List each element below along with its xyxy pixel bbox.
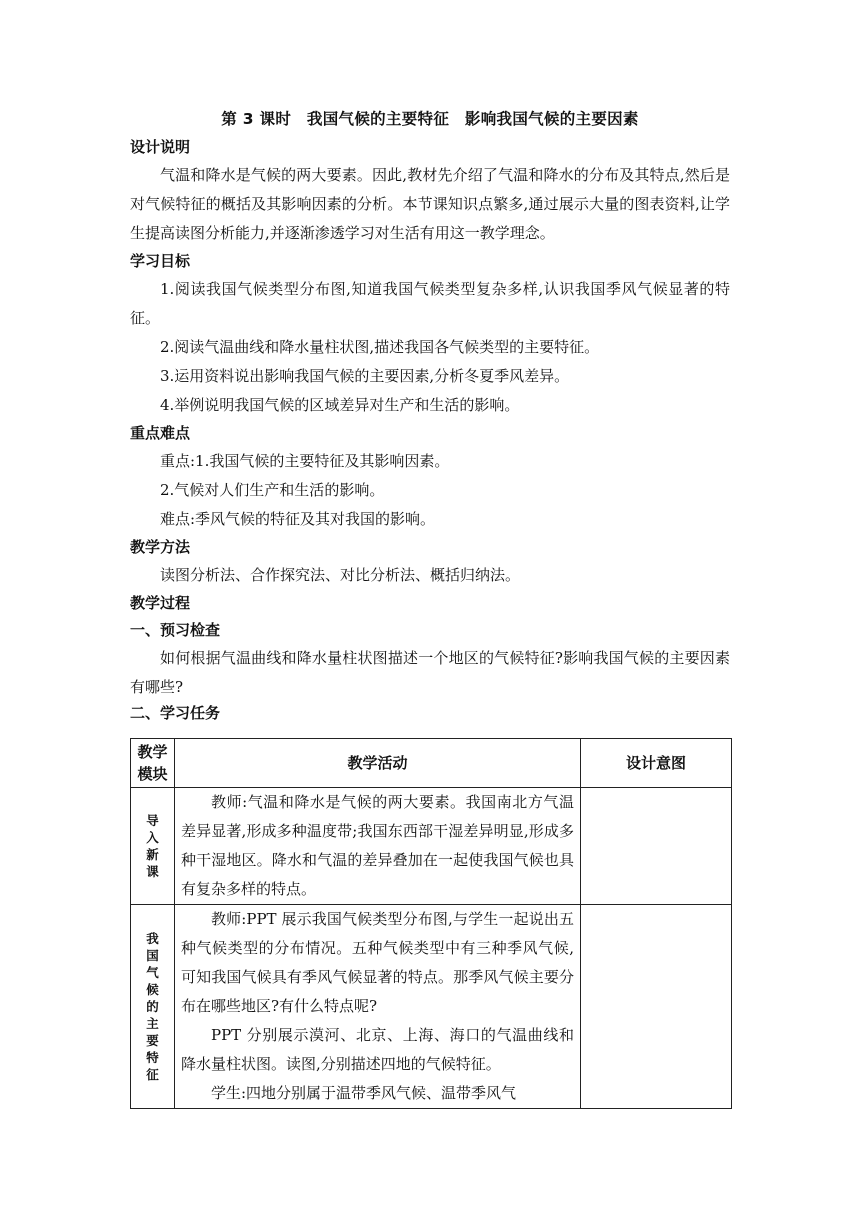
tasks-heading: 二、学习任务 [130,704,221,722]
preview-text: 如何根据气温曲线和降水量柱状图描述一个地区的气候特征?影响我国气候的主要因素有哪些? [130,649,730,696]
document-body [130,134,730,724]
module-cell: 我国气候的主要特征 [131,905,175,1109]
header-intent: 设计意图 [581,739,732,788]
key-heading: 重点难点 [130,424,191,442]
table-row [131,905,732,1109]
process-heading: 教学过程 [130,594,191,612]
header-activity: 教学活动 [175,739,581,788]
table-header-row [131,739,732,788]
activity-paragraph: 教师:气温和降水是气候的两大要素。我国南北方气温差异显著,形成多种温度带;我国东西部干湿差异明显,形成多种干湿地区。降水和气温的差异叠加在一起使我国气候也具有复杂多样的特点。 [181,793,574,898]
intent-cell [581,788,732,905]
learning-task-table [130,738,732,1109]
activity-cell [175,905,581,1109]
table-row [131,788,732,905]
method-heading: 教学方法 [130,538,191,556]
page-title: 第 3 课时 我国气候的主要特征 影响我国气候的主要因素 [221,110,639,128]
design-text: 气温和降水是气候的两大要素。因此,教材先介绍了气温和降水的分布及其特点,然后是对气候特征的概括及其影响因素的分析。本节课知识点繁多,通过展示大量的图表资料,让学生提高读图分析能力,并逐渐渗透学习对生活有用这一教学理念。 [130,166,730,242]
goals-heading: 学习目标 [130,252,191,270]
intent-cell [581,905,732,1109]
goal-item: 4.举例说明我国气候的区域差异对生产和生活的影响。 [160,396,520,414]
activity-paragraph: 学生:四地分别属于温带季风气候、温带季风气 [211,1084,517,1102]
goal-item: 1.阅读我国气候类型分布图,知道我国气候类型复杂多样,认识我国季风气候显著的特征。 [130,280,730,327]
activity-cell [175,788,581,905]
activity-paragraph: PPT 分别展示漠河、北京、上海、海口的气温曲线和降水量柱状图。读图,分别描述四地的气候特征。 [181,1026,574,1073]
design-heading: 设计说明 [130,138,191,156]
module-cell: 导入新课 [131,788,175,905]
key-point: 难点:季风气候的特征及其对我国的影响。 [160,510,436,528]
goal-item: 3.运用资料说出影响我国气候的主要因素,分析冬夏季风差异。 [160,367,570,385]
header-module: 教学模块 [131,739,175,788]
preview-heading: 一、预习检查 [130,621,221,639]
activity-paragraph: 教师:PPT 展示我国气候类型分布图,与学生一起说出五种气候类型的分布情况。五种气候类型中有三种季风气候,可知我国气候具有季风气候显著的特点。那季风气候主要分布在哪些地区?有什么特点呢? [181,910,574,1015]
goal-item: 2.阅读气温曲线和降水量柱状图,描述我国各气候类型的主要特征。 [160,338,600,356]
method-text: 读图分析法、合作探究法、对比分析法、概括归纳法。 [160,566,521,584]
key-point: 2.气候对人们生产和生活的影响。 [160,481,385,499]
key-point: 重点:1.我国气候的主要特征及其影响因素。 [160,452,450,470]
